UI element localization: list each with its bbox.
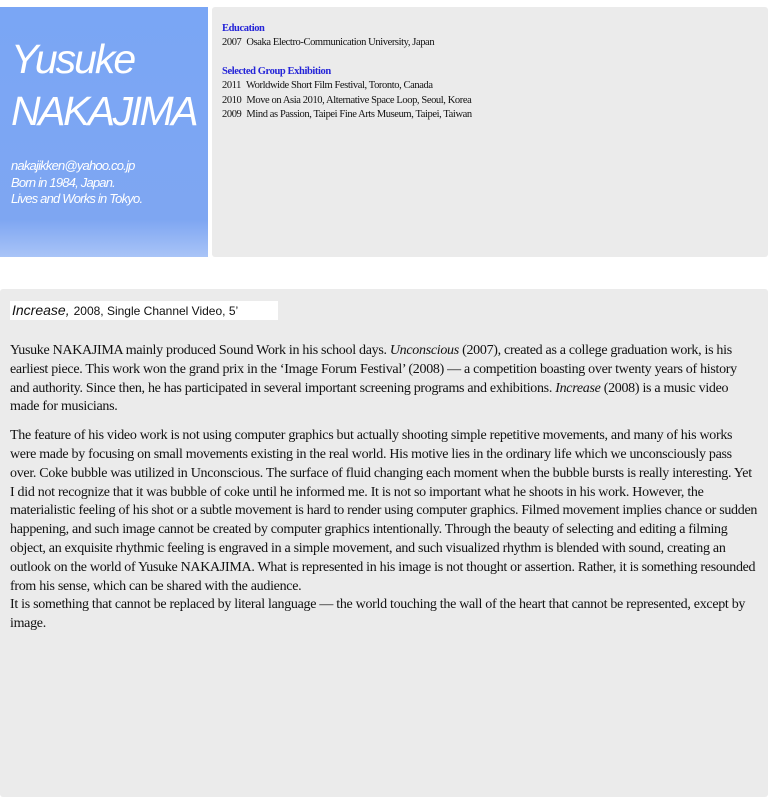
artist-last-name: NAKAJIMA bbox=[11, 88, 197, 134]
entry-year: 2011 bbox=[222, 80, 242, 92]
artist-lives: Lives and Works in Tokyo. bbox=[11, 191, 143, 206]
education-entry bbox=[222, 36, 758, 50]
work-title-increase: Increase bbox=[555, 380, 601, 396]
entry-text: Osaka Electro-Communication University, Japan bbox=[246, 37, 435, 49]
statement-text: (2008) is a music video made for musicians. bbox=[10, 380, 729, 415]
entry-text: Worldwide Short Film Festival, Toronto, Canada bbox=[246, 80, 433, 92]
artist-born: Born in 1984, Japan. bbox=[11, 174, 115, 190]
entry-year: 2010 bbox=[222, 94, 242, 106]
statement-panel bbox=[0, 289, 768, 797]
entry-year: 2007 bbox=[222, 37, 242, 49]
statement-text: (2007), created as a college graduation work, is his earliest piece. This work won the grand prix in the ‘Image Forum Festival’ (2008) — a competition boasting over twenty years of history and authority. Since then, he has participated in several important screening programs and exhibitions. bbox=[10, 343, 737, 396]
artist-first-name: Yusuke bbox=[11, 36, 135, 82]
entry-year: 2009 bbox=[222, 109, 242, 121]
exhibition-entry bbox=[222, 94, 758, 108]
education-title: Education bbox=[222, 23, 265, 34]
work-title-unconscious: Unconscious bbox=[389, 343, 459, 358]
exhibition-entry bbox=[222, 108, 758, 122]
artist-name-panel bbox=[0, 7, 208, 257]
entry-text: Mind as Passion, Taipei Fine Arts Museum, Taipei, Taiwan bbox=[246, 109, 472, 121]
work-details: 2008, Single Channel Video, 5’ bbox=[73, 304, 239, 318]
statement-text: Yusuke NAKAJIMA mainly produced Sound Work in his school days. bbox=[10, 343, 390, 358]
statement-paragraph bbox=[10, 427, 759, 634]
bio-panel bbox=[212, 7, 768, 257]
work-caption bbox=[10, 301, 278, 320]
artist-contact bbox=[11, 158, 208, 208]
work-title: Increase, bbox=[12, 302, 70, 318]
entry-text: Move on Asia 2010, Alternative Space Loop, Seoul, Korea bbox=[246, 94, 472, 106]
exhibition-entry bbox=[222, 79, 758, 93]
exhibition-title: Selected Group Exhibition bbox=[222, 65, 331, 77]
statement-paragraph bbox=[10, 342, 759, 417]
statement-text: It is something that cannot be replaced by literal language — the world touching the wall of the heart that cannot be represented, except by image. bbox=[10, 597, 746, 632]
artist-email[interactable]: nakajikken@yahoo.co.jp bbox=[11, 158, 135, 173]
statement-text: The feature of his video work is not using computer graphics but actually shooting simple repetitive movements, and many of his works were made by focusing on small movements existing in the real world. His motive lies in the ordinary life which we unconsciously pass over. Coke bubble was utilized in Unconscious. The surface of fluid changing each moment when the bubble bursts is really interesting. Yet I did not recognize that it was bubble of coke until he informed me. It is not so important what he shoots in his work. However, the materialistic feeling of his shot or a subtle movement is hard to render using computer graphics. Filmed movement implies chance or sudden happening, and such image cannot be created by computer graphics intentionally. Through the beauty of selecting and editing a filming object, an exquisite rhythmic feeling is engraved in a simple movement, and such visualized rhythm is blended with sound, creating an outlook on the world of Yusuke NAKAJIMA. What is represented in his image is not thought or assertion. Rather, it is something resounded from his sense, which can be shared with the audience. bbox=[10, 428, 758, 594]
